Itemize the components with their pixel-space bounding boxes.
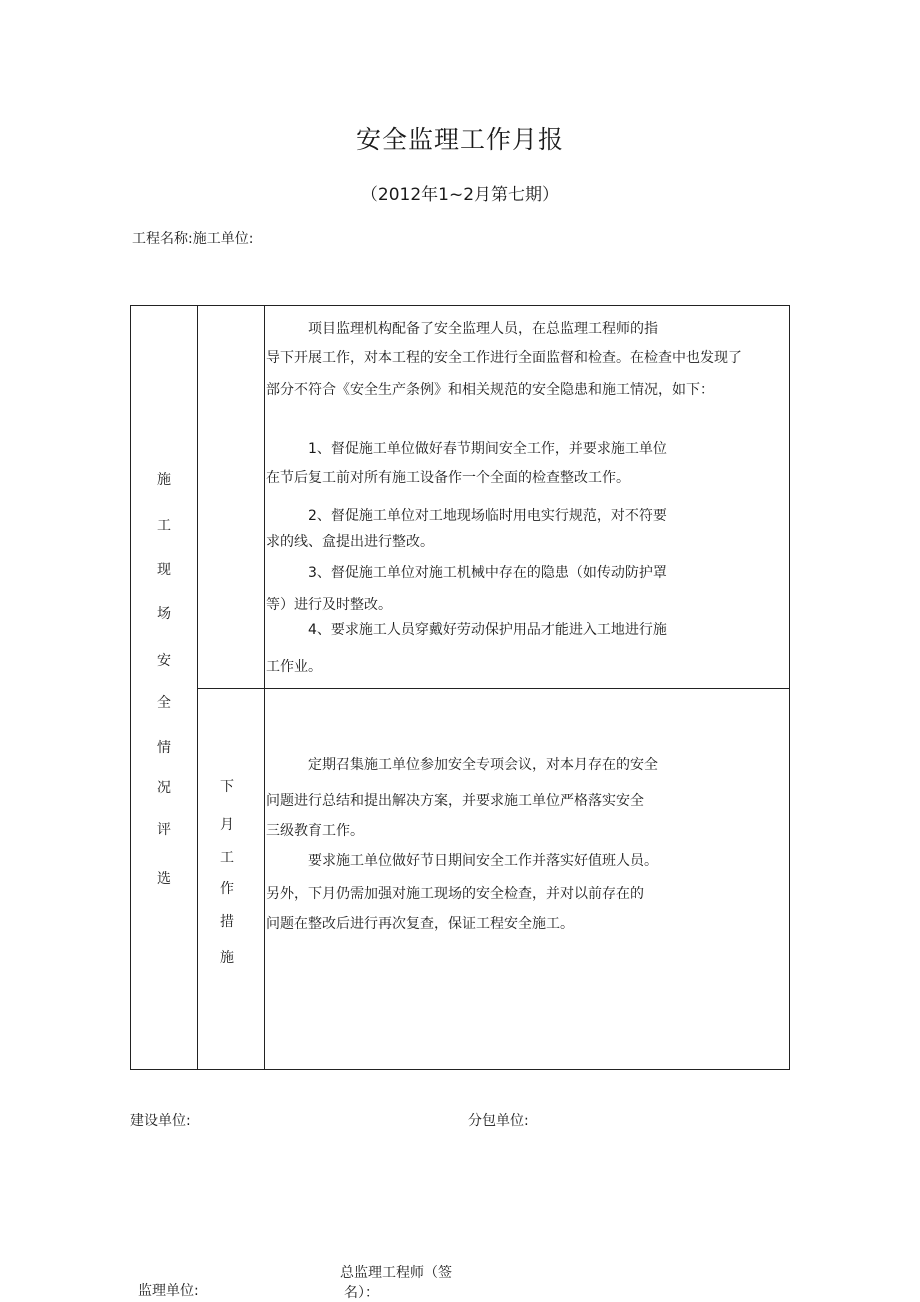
left-label-char: 现 bbox=[157, 562, 171, 578]
measures-label-char: 下 bbox=[220, 779, 234, 795]
safety-report-table bbox=[130, 305, 790, 1070]
measures-line: 要求施工单位做好节日期间安全工作并落实好值班人员。 bbox=[308, 853, 658, 869]
construction-unit-label: 建设单位: bbox=[130, 1113, 191, 1129]
project-info: 工程名称:施工单位: bbox=[132, 231, 254, 247]
left-label-char: 施 bbox=[157, 472, 171, 488]
intro-line: 项目监理机构配备了安全监理人员，在总监理工程师的指 bbox=[308, 321, 658, 337]
measures-line: 定期召集施工单位参加安全专项会议，对本月存在的安全 bbox=[308, 757, 658, 773]
left-label-char: 场 bbox=[157, 606, 171, 622]
item-line: 4、要求施工人员穿戴好劳动保护用品才能进入工地进行施 bbox=[308, 622, 667, 638]
measures-label-char: 工 bbox=[220, 850, 234, 866]
measures-line: 问题进行总结和提出解决方案，并要求施工单位严格落实安全 bbox=[266, 793, 644, 809]
page-title: 安全监理工作月报 bbox=[355, 125, 564, 154]
measures-line: 三级教育工作。 bbox=[266, 823, 364, 839]
measures-label-char: 施 bbox=[220, 950, 234, 966]
item-line: 求的线、盒提出进行整改。 bbox=[266, 534, 434, 550]
left-label-char: 安 bbox=[157, 653, 171, 669]
chief-engineer-label-cont: 名）： bbox=[344, 1285, 379, 1301]
item-line: 1、督促施工单位做好春节期间安全工作，并要求施工单位 bbox=[308, 441, 667, 457]
intro-line: 导下开展工作，对本工程的安全工作进行全面监督和检查。在检查中也发现了 bbox=[266, 350, 742, 366]
item-line: 3、督促施工单位对施工机械中存在的隐患（如传动防护罩 bbox=[308, 565, 667, 581]
measures-label-char: 作 bbox=[220, 881, 234, 897]
subcontract-unit-label: 分包单位: bbox=[468, 1113, 529, 1129]
left-label-char: 全 bbox=[157, 695, 171, 711]
measures-line: 问题在整改后进行再次复查，保证工程安全施工。 bbox=[266, 916, 574, 932]
item-line: 2、督促施工单位对工地现场临时用电实行规范，对不符要 bbox=[308, 508, 667, 524]
item-line: 在节后复工前对所有施工设备作一个全面的检查整改工作。 bbox=[266, 470, 630, 486]
measures-label-char: 措 bbox=[220, 914, 234, 930]
left-label-char: 评 bbox=[157, 822, 171, 838]
measures-label-char: 月 bbox=[220, 817, 234, 833]
item-line: 等）进行及时整改。 bbox=[266, 597, 392, 613]
row-divider bbox=[197, 688, 789, 689]
supervision-unit-label: 监理单位: bbox=[138, 1283, 199, 1299]
report-period: （2012年1~2月第七期） bbox=[360, 185, 560, 205]
measures-line: 另外，下月仍需加强对施工现场的安全检查，并对以前存在的 bbox=[266, 886, 644, 902]
left-label-char: 况 bbox=[157, 780, 171, 796]
left-label-char: 情 bbox=[157, 740, 171, 756]
intro-line: 部分不符合《安全生产条例》和相关规范的安全隐患和施工情况，如下： bbox=[266, 382, 714, 398]
left-label-char: 选 bbox=[157, 871, 171, 887]
item-line: 工作业。 bbox=[266, 659, 322, 675]
chief-engineer-label: 总监理工程师（签 bbox=[340, 1265, 452, 1281]
left-label-char: 工 bbox=[157, 518, 171, 534]
